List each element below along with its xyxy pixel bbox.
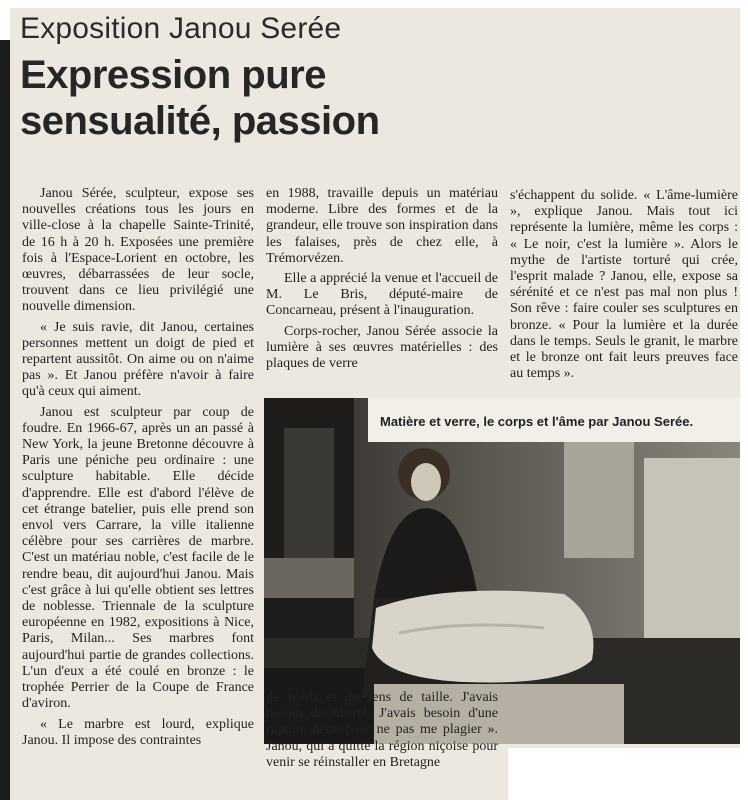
article-column-4 [266, 690, 498, 775]
paragraph: en 1988, travaille depuis un matériau moderne. Libre des formes et de la grandeur, elle trouve son inspiration dans les falaises, près de chez elle, à Trémorvézen. [266, 186, 498, 266]
headline-line-2: sensualité, passion [20, 99, 380, 143]
blank-area [508, 748, 748, 800]
article-headline [20, 52, 380, 144]
article-kicker: Exposition Janou Serée [20, 12, 342, 45]
photo-caption: Matière et verre, le corps et l'âme par Janou Serée. [380, 414, 694, 429]
paragraph: Elle a apprécié la venue et l'accueil de M. Le Bris, député-maire de Concarneau, présent à l'inauguration. [266, 271, 498, 319]
paragraph: s'échappent du solide. « L'âme-lumière », explique Janou. Mais tout ici représente la lumière, même les corps : « Le noir, c'est la lumière ». Alors le mythe de l'artiste torturé qui crée, l'esprit malade ? Janou, elle, expose sa sérénité et ce n'est pas mal non plus ! Son rêve : faire couler ses sculptures en bronze. « Pour la lumière et la durée dans le temps. Seuls le granit, le marbre et le bronze ont fait leurs preuves face au temps ». [510, 188, 738, 382]
paragraph: « Le marbre est lourd, explique Janou. Il impose des contraintes [22, 716, 254, 748]
article-column-1 [22, 186, 254, 753]
article-column-3 [510, 188, 738, 386]
page-edge-shadow [0, 40, 10, 800]
headline-line-1: Expression pure [20, 53, 326, 97]
page-margin [740, 0, 748, 800]
paragraph: « Je suis ravie, dit Janou, certaines personnes mettent un doigt de pied et repartent aussitôt. On aime ou on n'aime pas ». Et Janou préfère n'avoir à faire qu'à ceux qui aiment. [22, 319, 254, 400]
article-column-2 [266, 186, 498, 376]
paragraph: de poids et de sens de taille. J'avais besoin de liberté. J'avais besoin d'une rupture nette pour ne pas me plagier ». Janou, qui a quitté la région niçoise pour venir se réinstaller en Bretagne [266, 690, 498, 770]
paragraph: Janou Sérée, sculpteur, expose ses nouvelles créations tous les jours en ville-close à la chapelle Sainte-Trinité, de 16 h à 20 h. Exposées une première fois à l'Espace-Lorient en octobre, les œuvres, débarrassées de leur socle, trouvent dans ce lieu privilégié une nouvelle dimension. [22, 186, 254, 315]
paragraph: Corps-rocher, Janou Sérée associe la lumière à ses œuvres matérielles : des plaques de verre [266, 323, 498, 372]
paragraph: Janou est sculpteur par coup de foudre. En 1966-67, après un an passé à New York, la jeune Bretonne découvre à Paris une péniche peu ordinaire : une sculpture habitable. Elle décide d'apprendre. Elle est d'abord l'élève de cet étrange batelier, puis elle prend son envol vers Carrare, la ville italienne célèbre pour ses carrières de marbre. C'est un matériau noble, c'est facile de le rendre beau, dit aujourd'hui Janou. Mais c'est grâce à lui qu'elle obtient ses lettres de noblesse. Triennale de la sculpture européenne en 1982, expositions à Nice, Paris, Milan... Ses marbres font aujourd'hui partie de grandes collections. L'un d'eux a été coulé en bronze : le trophée Perrier de la Coupe de France d'aviron. [22, 404, 254, 712]
